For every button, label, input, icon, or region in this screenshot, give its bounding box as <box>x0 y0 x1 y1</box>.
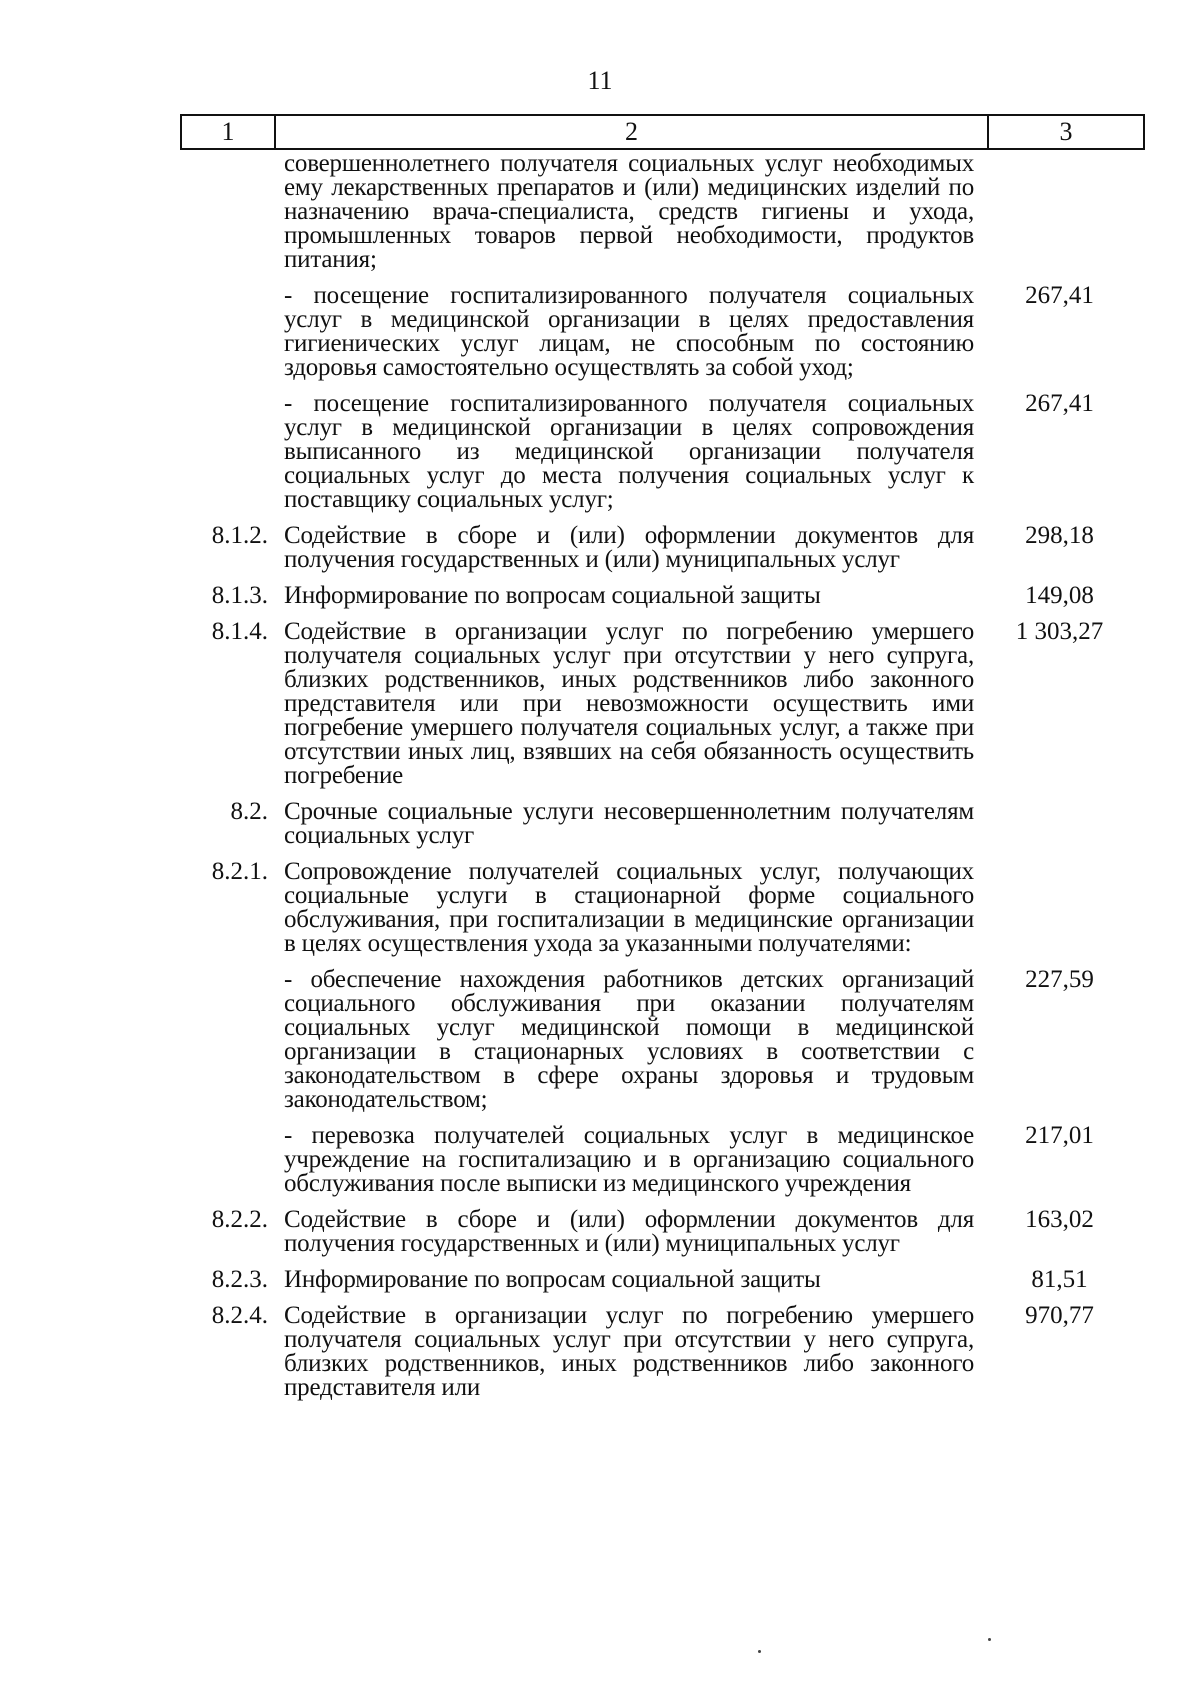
row-number <box>180 284 274 380</box>
row-value: 267,41 <box>1025 390 1094 417</box>
row-number: 8.2. <box>230 798 268 825</box>
row-value <box>974 152 1145 272</box>
scan-speck <box>988 1638 991 1641</box>
row-text: Содействие в организации услуг по погребению умершего получателя социальных услуг при отсутствии у него супруга, близких родственников, иных родственников либо законного представителя или <box>284 1302 974 1401</box>
row-number: 8.2.4. <box>211 1302 268 1329</box>
row-number <box>180 392 274 512</box>
header-col-3: 3 <box>1059 117 1073 146</box>
row-text: Срочные социальные услуги несовершеннолетним получателям социальных услуг <box>284 798 974 849</box>
row-value: 217,01 <box>1025 1122 1094 1149</box>
row-text: Содействие в организации услуг по погребению умершего получателя социальных услуг при отсутствии у него супруга, близких родственников, иных родственников либо законного представителя или при невозможности осуществить ими погребение умершего получателя социальных услуг, а также при отсутствии иных лиц, взявших на себя обязанность осуществить погребение <box>284 618 974 789</box>
table-row <box>180 800 1145 848</box>
table-row <box>180 1304 1145 1400</box>
row-value: 81,51 <box>1031 1266 1088 1293</box>
page-number: 11 <box>587 66 613 95</box>
table-row <box>180 1124 1145 1196</box>
row-value: 163,02 <box>1025 1206 1094 1233</box>
row-text: Содействие в сборе и (или) оформлении документов для получения государственных и (или) муниципальных услуг <box>284 1206 974 1257</box>
row-value: 267,41 <box>1025 282 1094 309</box>
scan-speck <box>758 1650 761 1653</box>
row-number: 8.1.3. <box>211 582 268 609</box>
table-row <box>180 584 1145 608</box>
row-value: 149,08 <box>1025 582 1094 609</box>
table-row <box>180 1208 1145 1256</box>
header-col-2: 2 <box>276 116 989 148</box>
row-text: Информирование по вопросам социальной защиты <box>284 582 821 609</box>
row-number: 8.2.3. <box>211 1266 268 1293</box>
row-text: - обеспечение нахождения работников детских организаций социального обслуживания при оказании получателям социальных услуг медицинской помощи в медицинской организации в стационарных условиях в соответствии с законодательством в сфере охраны здоровья и трудовым законодательством; <box>284 966 974 1113</box>
row-number <box>180 968 274 1112</box>
table-row <box>180 620 1145 788</box>
row-value: 227,59 <box>1025 966 1094 993</box>
row-text: Содействие в сборе и (или) оформлении документов для получения государственных и (или) муниципальных услуг <box>284 522 974 573</box>
row-text: Информирование по вопросам социальной защиты <box>284 1266 821 1293</box>
table-row <box>180 284 1145 380</box>
row-number: 8.1.4. <box>211 618 268 645</box>
row-value <box>974 860 1145 956</box>
table-row <box>180 860 1145 956</box>
row-number: 8.2.1. <box>211 858 268 885</box>
table-row <box>180 392 1145 512</box>
table-body <box>180 152 1145 1412</box>
table-row <box>180 968 1145 1112</box>
row-text: - посещение госпитализированного получателя социальных услуг в медицинской организации в целях сопровождения выписанного из медицинской организации получателя социальных услуг до места получения социальных услуг к поставщику социальных услуг; <box>284 390 974 513</box>
row-number: 8.1.2. <box>211 522 268 549</box>
header-col-1: 1 <box>182 116 276 148</box>
row-number <box>180 152 274 272</box>
row-number: 8.2.2. <box>211 1206 268 1233</box>
row-value: 970,77 <box>1025 1302 1094 1329</box>
row-value: 1 303,27 <box>1015 618 1104 645</box>
row-text: совершеннолетнего получателя социальных услуг необходимых ему лекарственных препаратов и (или) медицинских изделий по назначению врача-специалиста, средств гигиены и ухода, промышленных товаров первой необходимости, продуктов питания; <box>284 150 974 273</box>
row-number <box>180 1124 274 1196</box>
table-header <box>180 114 1145 150</box>
row-text: - перевозка получателей социальных услуг в медицинское учреждение на госпитализацию и в организацию социального обслуживания после выписки из медицинского учреждения <box>284 1122 974 1197</box>
table-row <box>180 1268 1145 1292</box>
row-text: Сопровождение получателей социальных услуг, получающих социальные услуги в стационарной форме социального обслуживания, при госпитализации в медицинские организации в целях осуществления ухода за указанными получателями: <box>284 858 974 957</box>
row-value: 298,18 <box>1025 522 1094 549</box>
row-text: - посещение госпитализированного получателя социальных услуг в медицинской организации в целях предоставления гигиенических услуг лицам, не способным по состоянию здоровья самостоятельно осуществлять за собой уход; <box>284 282 974 381</box>
table-row <box>180 152 1145 272</box>
row-value <box>974 800 1145 848</box>
table-row <box>180 524 1145 572</box>
